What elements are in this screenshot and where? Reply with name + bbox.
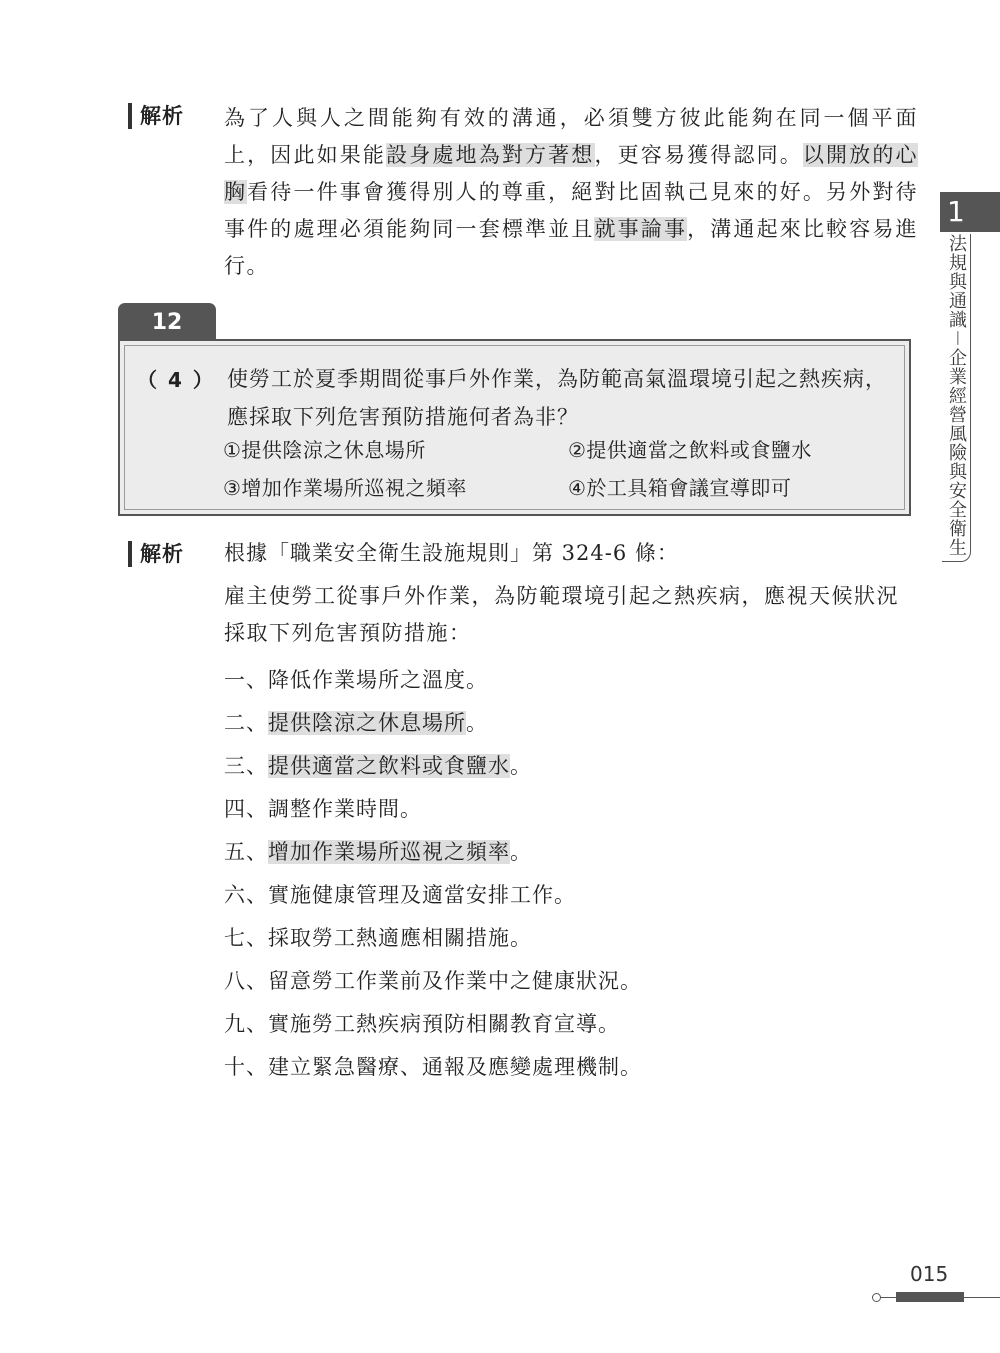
item-suffix: 。	[466, 711, 488, 735]
explanation-text	[224, 100, 918, 285]
explanation-block-1	[128, 100, 918, 285]
item-suffix: 。	[620, 1055, 642, 1079]
item-prefix: 五、	[224, 840, 268, 864]
item-suffix: 。	[620, 969, 642, 993]
item-prefix: 八、	[224, 969, 268, 993]
item-suffix: 。	[598, 1012, 620, 1036]
item-prefix: 三、	[224, 754, 268, 778]
question-box-inner	[124, 345, 905, 510]
list-item	[224, 1009, 918, 1039]
option-2: ②提供適當之飲料或食鹽水	[568, 438, 812, 462]
explanation-label: 解析	[128, 103, 184, 129]
item-suffix: 。	[554, 883, 576, 907]
option-3: ③增加作業場所巡視之頻率	[223, 476, 467, 500]
item-suffix: 。	[510, 754, 532, 778]
text-segment: 為了人與人之間能夠有效的溝通，必須雙方彼此能夠在同一個平面上，因此如果能	[224, 106, 918, 167]
text-segment: 看待一件事會獲得別人的尊重，絕對比固執己見來的好。另外對待事件的處理必須能夠同一套標準並且	[224, 180, 918, 241]
list-item	[224, 880, 918, 910]
text-segment: ，更容易獲得認同。	[594, 143, 803, 167]
question-text: 使勞工於夏季期間從事戶外作業，為防範高氣溫環境引起之熱疾病，應採取下列危害預防措施何者為非？	[227, 367, 887, 429]
explanation-label: 解析	[128, 541, 184, 567]
list-item	[224, 923, 918, 953]
list-item	[224, 966, 918, 996]
item-text: 留意勞工作業前及作業中之健康狀況	[268, 969, 620, 993]
list-item	[224, 1052, 918, 1082]
item-prefix: 二、	[224, 711, 268, 735]
item-text-highlighted: 提供適當之飲料或食鹽水	[268, 754, 510, 778]
item-prefix: 九、	[224, 1012, 268, 1036]
highlighted-segment: 以開放的心胸	[224, 143, 919, 204]
highlighted-segment: 設身處地為對方著想	[386, 143, 595, 167]
item-prefix: 七、	[224, 926, 268, 950]
item-text: 實施健康管理及適當安排工作	[268, 883, 554, 907]
list-item	[224, 751, 918, 781]
item-text: 採取勞工熱適應相關措施	[268, 926, 510, 950]
item-text: 實施勞工熱疾病預防相關教育宣導	[268, 1012, 598, 1036]
chapter-title: 法規與通識－企業經營風險與安全衛生	[942, 234, 971, 562]
text-segment: ，溝通起來比較容易進行。	[224, 217, 919, 278]
item-prefix: 十、	[224, 1055, 268, 1079]
item-text-highlighted: 增加作業場所巡視之頻率	[268, 840, 510, 864]
list-item	[224, 708, 918, 738]
item-prefix: 六、	[224, 883, 268, 907]
item-text: 建立緊急醫療、通報及應變處理機制	[268, 1055, 620, 1079]
explanation-block-2	[128, 535, 918, 1082]
question-number-tab: 12	[118, 303, 216, 341]
item-suffix: 。	[510, 926, 532, 950]
list-item	[224, 837, 918, 867]
list-item	[224, 794, 918, 824]
item-prefix: 四、	[224, 797, 268, 821]
highlighted-segment: 就事論事	[594, 217, 688, 241]
page-number-bar	[896, 1292, 964, 1302]
question-box	[118, 339, 911, 516]
item-text: 降低作業場所之溫度	[268, 668, 466, 692]
item-suffix: 。	[400, 797, 422, 821]
page-number-circle-icon	[872, 1293, 881, 1302]
explanation-content	[224, 535, 918, 1082]
option-1: ①提供陰涼之休息場所	[223, 438, 426, 462]
answer-marker: （ 4 ）	[137, 368, 215, 392]
item-text-highlighted: 提供陰涼之休息場所	[268, 711, 466, 735]
item-suffix: 。	[466, 668, 488, 692]
item-suffix: 。	[510, 840, 532, 864]
item-prefix: 一、	[224, 668, 268, 692]
explanation-heading: 根據「職業安全衛生設施規則」第 324-6 條：	[224, 541, 679, 565]
option-4: ④於工具箱會議宣導即可	[568, 476, 792, 500]
page-number: 015	[910, 1262, 949, 1286]
explanation-paragraph: 雇主使勞工從事戶外作業，為防範環境引起之熱疾病，應視天候狀況採取下列危害預防措施：	[224, 584, 899, 645]
chapter-number: 1	[947, 195, 965, 228]
item-text: 調整作業時間	[268, 797, 400, 821]
list-item	[224, 665, 918, 695]
